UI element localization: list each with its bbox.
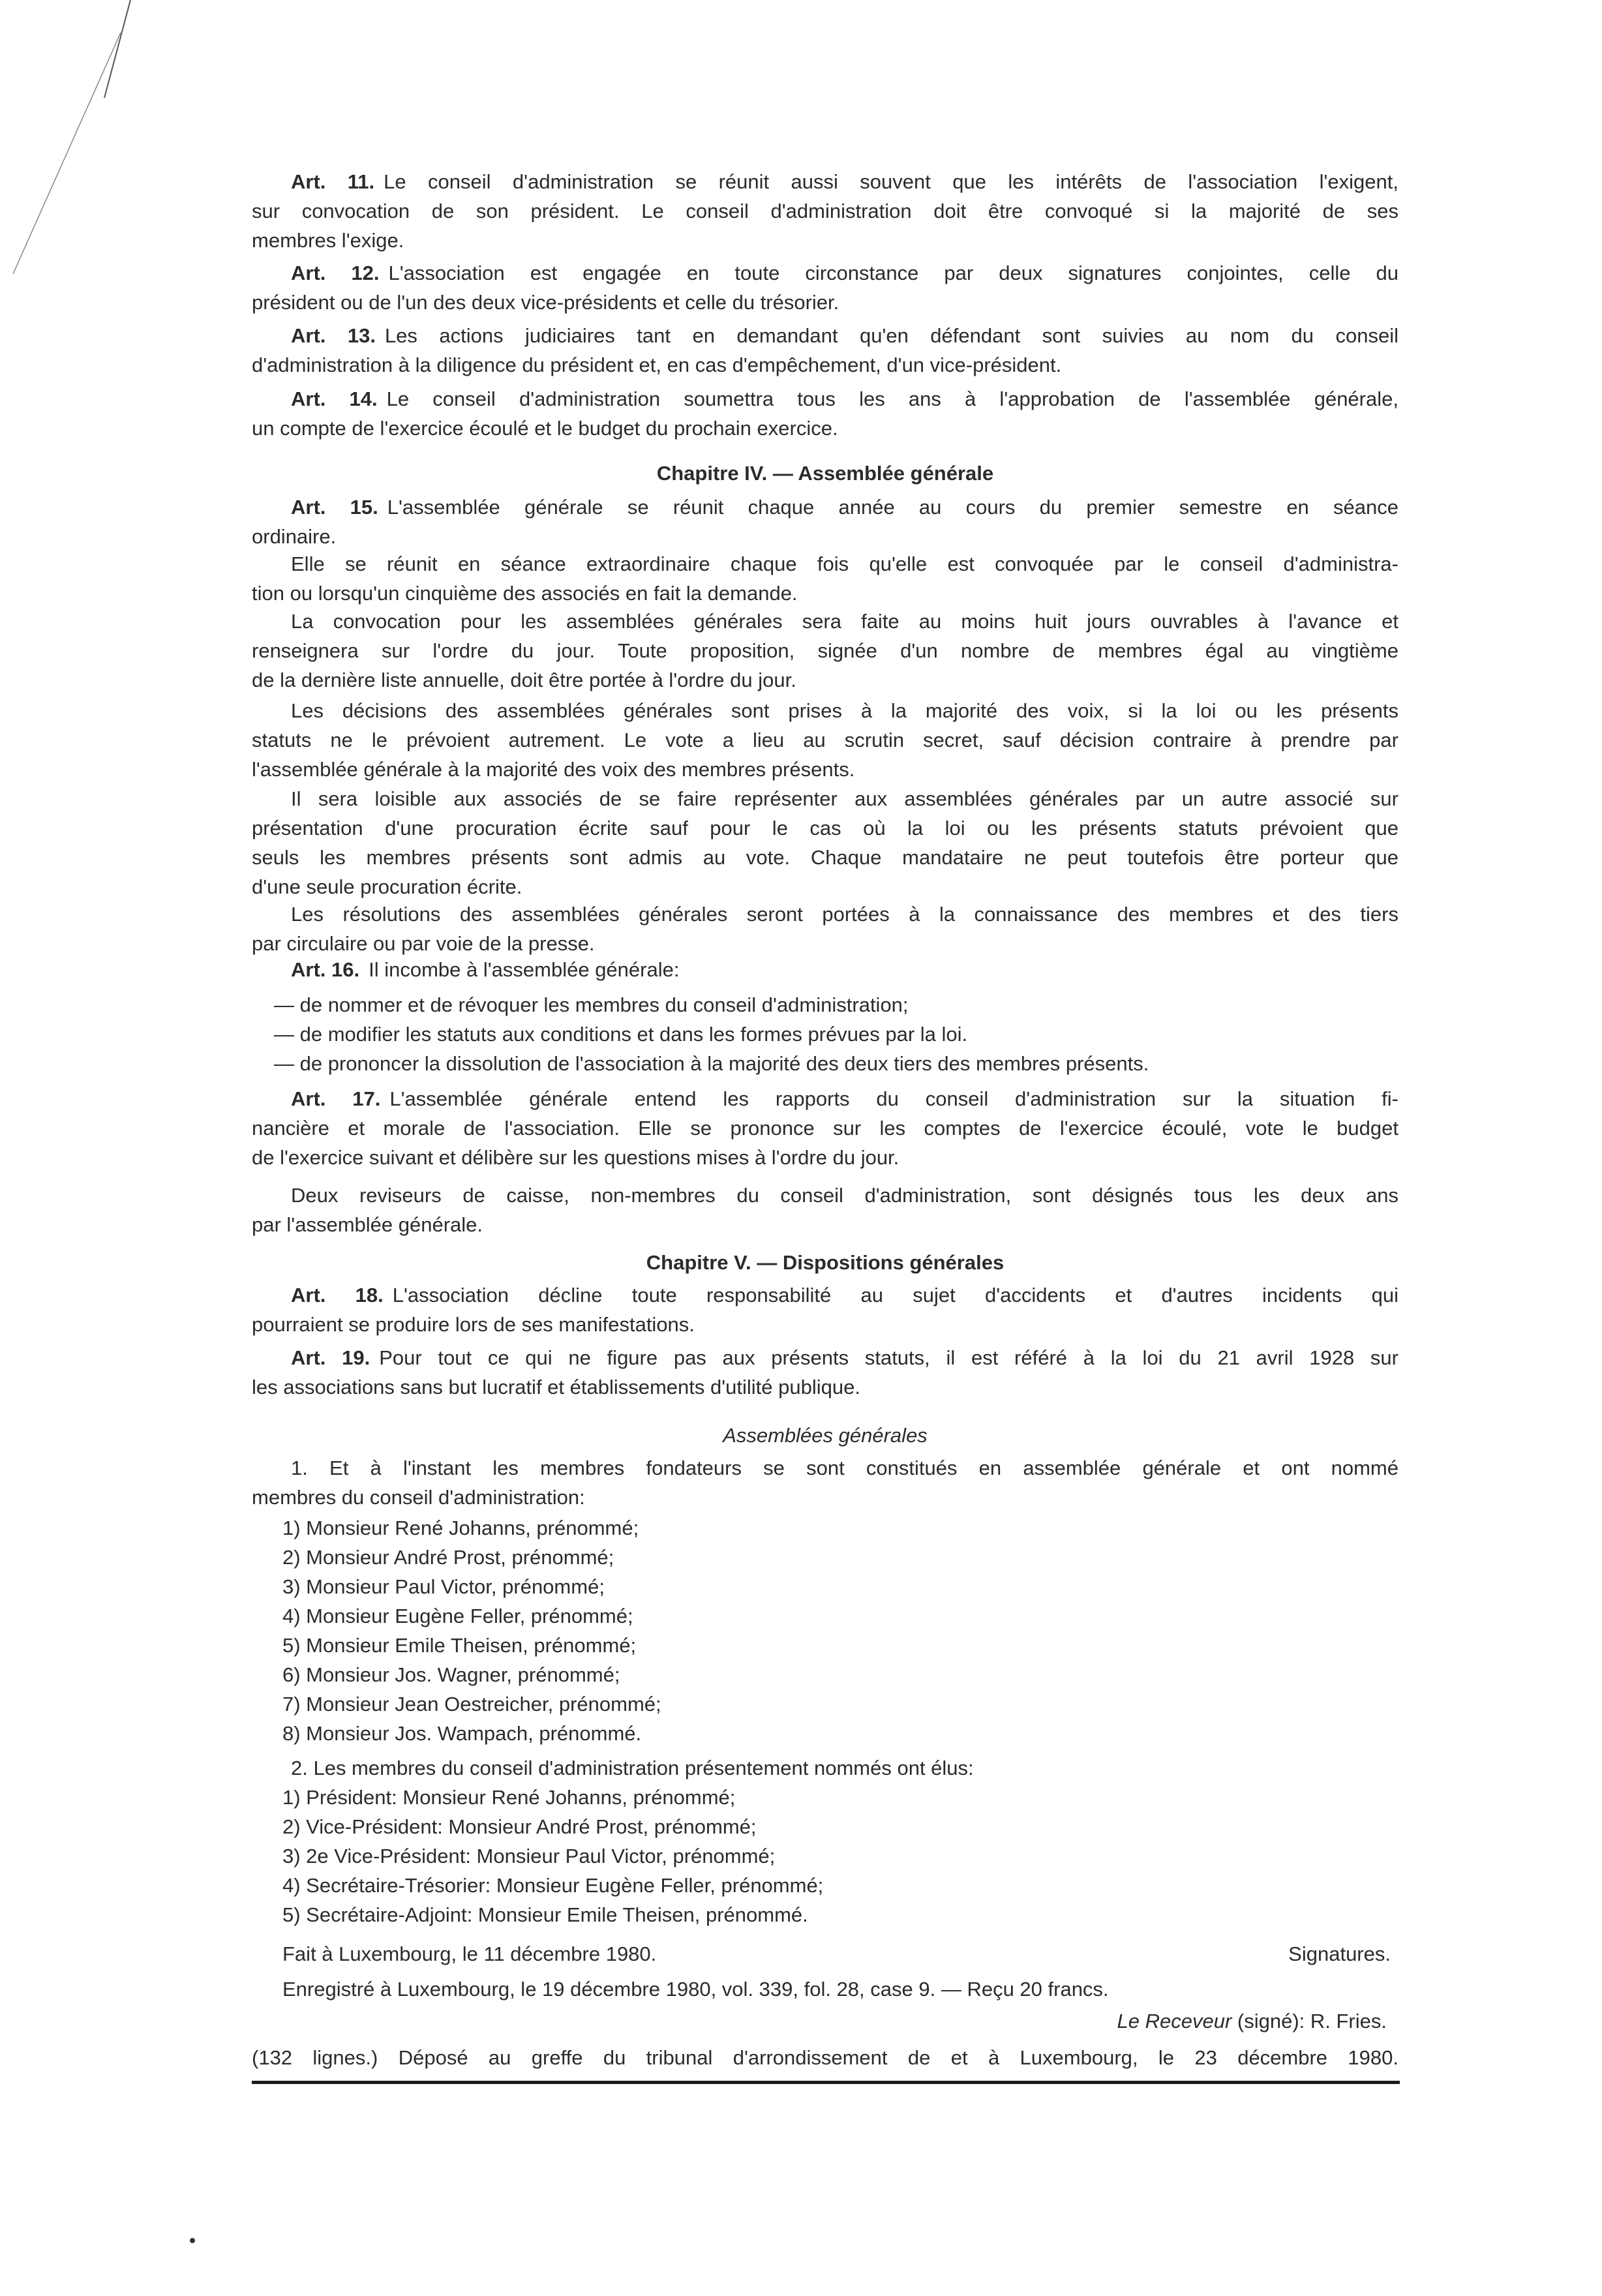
article-12 [252, 258, 1398, 317]
receveur-title: Le Receveur [1117, 2010, 1232, 2032]
line: membres l'exige. [252, 229, 404, 252]
list-item: 1) Président: Monsieur René Johanns, prénommé; [282, 1786, 736, 1809]
article-18 [252, 1280, 1398, 1339]
text: Le conseil d'administration soumettra tous les ans à l'approbation de l'assemblée générale, [386, 387, 1398, 410]
list-item: 8) Monsieur Jos. Wampach, prénommé. [282, 1722, 642, 1745]
end-rule [252, 2081, 1400, 2084]
deposit-note [252, 2043, 1398, 2072]
receveur-name: (signé): R. Fries. [1232, 2010, 1387, 2032]
line [252, 1280, 1398, 1310]
paragraph [252, 607, 1398, 695]
list-item: 4) Secrétaire-Trésorier: Monsieur Eugène Feller, prénommé; [282, 1874, 824, 1897]
paragraph [252, 1181, 1398, 1239]
list-item: — de prononcer la dissolution de l'association à la majorité des deux tiers des membres présents. [274, 1052, 1149, 1075]
list-item: 6) Monsieur Jos. Wagner, prénommé; [282, 1663, 620, 1686]
registration [252, 1974, 1398, 2004]
list-item: 2) Monsieur André Prost, prénommé; [282, 1546, 614, 1569]
receveur [252, 2006, 1398, 2036]
list-item: 5) Secrétaire-Adjoint: Monsieur Emile Theisen, prénommé. [282, 1903, 808, 1926]
line: pourraient se produire lors de ses manifestations. [252, 1313, 695, 1336]
article-13 [252, 321, 1398, 380]
resolution-2 [252, 1753, 1398, 1783]
line: (132 lignes.) Déposé au greffe du tribunal d'arrondissement de et à Luxembourg, le 23 décembre 1980. [252, 2046, 1398, 2069]
chapter-heading: Chapitre V. — Dispositions générales [646, 1251, 1005, 1274]
line: un compte de l'exercice écoulé et le budget du prochain exercice. [252, 417, 838, 440]
list-item: 4) Monsieur Eugène Feller, prénommé; [282, 1605, 633, 1627]
signatures: Signatures. [1288, 1942, 1391, 1965]
article-16-items [252, 990, 1398, 1078]
line: Elle se réunit en séance extraordinaire chaque fois qu'elle est convoquée par le conseil d'administra- [291, 552, 1398, 575]
line [252, 492, 1398, 522]
chapter-heading: Chapitre IV. — Assemblée générale [656, 462, 994, 485]
text: L'assemblée générale entend les rapports du conseil d'administration sur la situation fi- [389, 1087, 1398, 1110]
line: renseignera sur l'ordre du jour. Toute proposition, signée d'un nombre de membres égal au vingtième [252, 639, 1398, 662]
line: par circulaire ou par voie de la presse. [252, 932, 595, 955]
article-label: Art. 19. [291, 1346, 370, 1369]
paragraph [252, 899, 1398, 958]
paragraph [252, 696, 1398, 784]
line [252, 1084, 1398, 1113]
line: d'une seule procuration écrite. [252, 875, 522, 898]
list-item: 2) Vice-Président: Monsieur André Prost, prénommé; [282, 1815, 757, 1838]
line: les associations sans but lucratif et établissements d'utilité publique. [252, 1376, 860, 1398]
line: seuls les membres présents sont admis au vote. Chaque mandataire ne peut toutefois être porteur que [252, 846, 1398, 869]
paragraph [252, 549, 1398, 608]
text: L'association est engagée en toute circonstance par deux signatures conjointes, celle du [388, 262, 1398, 284]
line: sur convocation de son président. Le conseil d'administration doit être convoqué si la majorité de ses [252, 200, 1398, 222]
list-item: 1) Monsieur René Johanns, prénommé; [282, 1517, 639, 1539]
founders-list [252, 1513, 1398, 1748]
line [252, 1939, 1398, 1969]
signature-line [252, 1939, 1398, 1969]
article-16 [252, 955, 1398, 984]
article-19 [252, 1343, 1398, 1402]
officers-list [252, 1783, 1398, 1929]
article-11 [252, 167, 1398, 255]
line [252, 2006, 1398, 2036]
line: présentation d'une procuration écrite sauf pour le cas où la loi ou les présents statuts prévoient que [252, 817, 1398, 839]
line [252, 955, 1398, 984]
line: statuts ne le prévoient autrement. Le vote a lieu au scrutin secret, sauf décision contraire à prendre par [252, 729, 1398, 751]
list-item: 7) Monsieur Jean Oestreicher, prénommé; [282, 1693, 661, 1715]
line [252, 384, 1398, 414]
line: par l'assemblée générale. [252, 1213, 483, 1236]
line: de l'exercice suivant et délibère sur les questions mises à l'ordre du jour. [252, 1146, 899, 1169]
line: Les décisions des assemblées générales sont prises à la majorité des voix, si la loi ou les présents [291, 699, 1398, 722]
list-item: 3) Monsieur Paul Victor, prénommé; [282, 1575, 605, 1598]
line: Enregistré à Luxembourg, le 19 décembre 1980, vol. 339, fol. 28, case 9. — Reçu 20 francs. [282, 1978, 1109, 2001]
line: tion ou lorsqu'un cinquième des associés en fait la demande. [252, 582, 798, 605]
article-label: Art. 16. [291, 958, 360, 981]
line: ordinaire. [252, 525, 337, 548]
scan-streak [104, 0, 130, 98]
article-label: Art. 12. [291, 262, 380, 284]
text: Les actions judiciaires tant en demandant qu'en défendant sont suivies au nom du conseil [384, 324, 1398, 347]
article-label: Art. 17. [291, 1087, 381, 1110]
text: Le conseil d'administration se réunit aussi souvent que les intérêts de l'association l'exigent, [384, 170, 1398, 193]
line: 2. Les membres du conseil d'administration présentement nommés ont élus: [291, 1757, 974, 1779]
article-label: Art. 11. [291, 170, 375, 193]
text: L'association décline toute responsabilité au sujet d'accidents et d'autres incidents qui [392, 1284, 1398, 1307]
list-item: 3) 2e Vice-Président: Monsieur Paul Victor, prénommé; [282, 1845, 776, 1867]
line: 1. Et à l'instant les membres fondateurs se sont constitués en assemblée générale et ont nommé [291, 1457, 1398, 1479]
section-title: Assemblées générales [723, 1424, 928, 1447]
text: Pour tout ce qui ne figure pas aux présents statuts, il est référé à la loi du 21 avril 1928 sur [379, 1346, 1398, 1369]
article-label: Art. 14. [291, 387, 378, 410]
article-label: Art. 13. [291, 324, 376, 347]
paragraph [252, 784, 1398, 901]
scan-dot [190, 2238, 195, 2243]
line: Les résolutions des assemblées générales seront portées à la connaissance des membres et des tiers [291, 903, 1398, 926]
text: Il incombe à l'assemblée générale: [369, 958, 680, 981]
line [252, 321, 1398, 350]
line: président ou de l'un des deux vice-présidents et celle du trésorier. [252, 291, 839, 314]
line: membres du conseil d'administration: [252, 1486, 585, 1509]
line: d'administration à la diligence du président et, en cas d'empêchement, d'un vice-président. [252, 354, 1062, 376]
article-label: Art. 18. [291, 1284, 384, 1307]
line: de la dernière liste annuelle, doit être portée à l'ordre du jour. [252, 669, 796, 691]
place-date: Fait à Luxembourg, le 11 décembre 1980. [282, 1942, 657, 1965]
list-item: 5) Monsieur Emile Theisen, prénommé; [282, 1634, 637, 1657]
article-15 [252, 492, 1398, 551]
scan-streak [13, 33, 121, 274]
line: Il sera loisible aux associés de se faire représenter aux assemblées générales par un autre associé sur [291, 787, 1398, 810]
article-17 [252, 1084, 1398, 1172]
article-label: Art. 15. [291, 496, 378, 519]
resolution-1 [252, 1453, 1398, 1512]
line [252, 167, 1398, 196]
line: nancière et morale de l'association. Elle se prononce sur les comptes de l'exercice écoulé, vote le budget [252, 1117, 1398, 1140]
article-14 [252, 384, 1398, 443]
line [252, 1343, 1398, 1372]
line: La convocation pour les assemblées générales sera faite au moins huit jours ouvrables à l'avance et [291, 610, 1398, 633]
line: Deux reviseurs de caisse, non-membres du conseil d'administration, sont désignés tous les deux ans [291, 1184, 1398, 1207]
list-item: — de nommer et de révoquer les membres du conseil d'administration; [274, 993, 909, 1016]
text: L'assemblée générale se réunit chaque année au cours du premier semestre en séance [387, 496, 1398, 519]
line: l'assemblée générale à la majorité des voix des membres présents. [252, 758, 855, 781]
line [252, 258, 1398, 288]
list-item: — de modifier les statuts aux conditions et dans les formes prévues par la loi. [274, 1023, 968, 1046]
